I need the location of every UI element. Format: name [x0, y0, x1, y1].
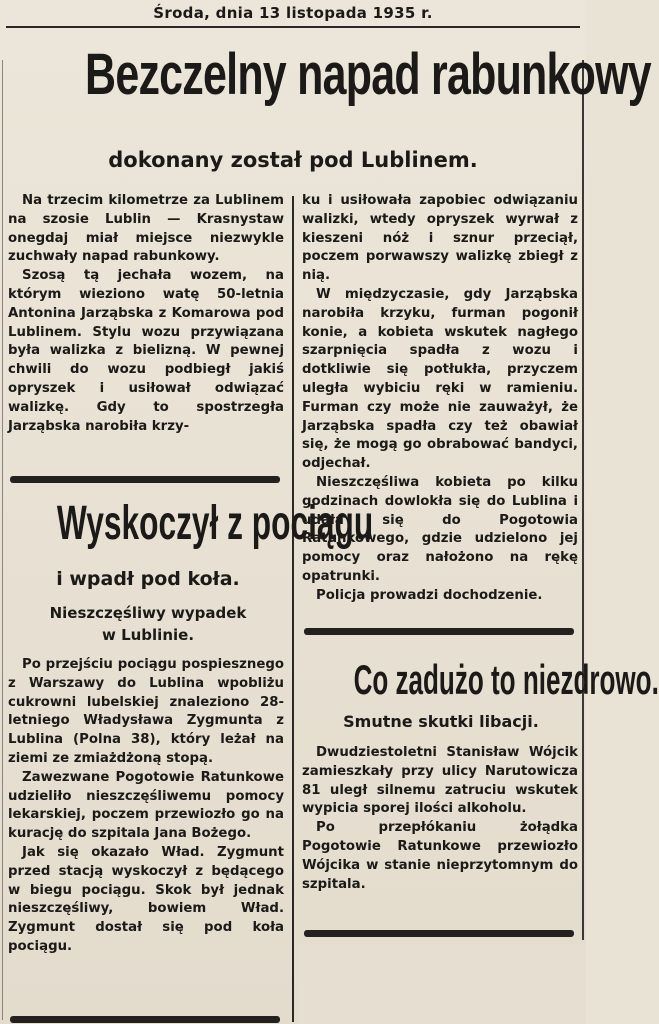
article3-body [302, 744, 578, 894]
article2-paragraph: Po przejściu pociągu pospiesznego z Warszawy do Lublina wpobliżu cukrowni lubelskiej znaleziono 28-letniego Władysława Zygmunta z Lublina (Polna 38), który leżał na ziemi ze zmiażdżoną stopą. [8, 657, 284, 766]
article3-paragraph: Po przepłókaniu żołądka Pogotowie Ratunkowe przewiozło Wójcika w stanie nieprzytomnym do szpitala. [302, 820, 578, 892]
article2-body [8, 656, 284, 957]
section-separator [10, 476, 280, 483]
article1-paragraph: Policja prowadzi dochodzenie. [316, 587, 543, 603]
left-edge-line [2, 60, 3, 1020]
article1-paragraph: Szosą tą jechała wozem, na którym wieziono watę 50-letnia Antonina Jarząbska z Komarowa pod Lublinem. Stylu wozu przywiązana była walizka z bielizną. W pewnej chwili do wozu podbiegł jakiś opryszek i usiłował odwiązać walizkę. Gdy to spostrzegła Jarząbska narobiła krzy- [8, 268, 284, 434]
column-divider [292, 196, 294, 1022]
article2-subheadline-line: Nieszczęśliwy wypadek [49, 604, 247, 622]
article1-paragraph: W międzyczasie, gdy Jarząbska narobiła krzyku, furman pogonił konie, a kobieta wskutek nagłego szarpnięcia spadła z wozu i dotkliwie się potłukła, przyczem uległa wybiciu ręki w ramieniu. Furman czy może nie zauważył, że Jarząbska spadła czy też obawiał się, że mogą go obrabować bandyci, odjechał. [302, 286, 578, 472]
article2-headline: Wyskoczył z pociągu [56, 497, 374, 550]
article1-headline: Bezczelny napad rabunkowy [85, 42, 651, 107]
article1-paragraph-continued: ku i usiłowała zapobiec odwiązaniu walizki, wtedy opryszek wyrwał z kieszeni nóż i sznur przeciął, poczem porwawszy walizkę zbiegł z nią. [302, 193, 578, 284]
section-separator [304, 628, 574, 635]
article1-subheadline: dokonany został pod Lublinem. [108, 148, 478, 172]
article2-subheadline: i wpadł pod koła. [56, 568, 240, 590]
blank-area [298, 944, 586, 1024]
right-edge-line [582, 60, 584, 940]
section-separator [304, 930, 574, 937]
dateline: Środa, dnia 13 listopada 1935 r. [153, 4, 433, 22]
article2-subheadline-line: w Lublinie. [101, 626, 195, 644]
section-separator [10, 1016, 280, 1023]
article2-paragraph: Zawezwane Pogotowie Ratunkowe udzieliło nieszczęśliwemu pomocy lekarskiej, poczem przewiozło go na kurację do szpitala Jana Bożego. [8, 769, 284, 842]
top-rule [6, 26, 580, 28]
article2-paragraph: Jak się okazało Wład. Zygmunt przed stacją wyskoczył z będącego w biegu pociągu. Skok był jednak nieszczęśliwy, bowiem Wład. Zygmunt dostał się pod koła pociągu. [8, 844, 284, 954]
article3-headline: Co zadużo to niezdrowo. [353, 656, 659, 703]
article1-paragraph: Na trzecim kilometrze za Lublinem na szosie Lublin — Krasnystaw onegdaj miał miejsce niezwykle zuchwały napad rabunkowy. [8, 193, 284, 265]
article1-column1 [8, 192, 284, 436]
article2-subheadline-secondary [10, 602, 286, 646]
article1-paragraph: Nieszczęśliwa kobieta po kilku godzinach dowlokła się do Lublina i udała się do Pogotowia Ratunkowego, gdzie udzielono jej pomocy oraz nałożono na rękę opatrunki. [302, 474, 578, 584]
article3-paragraph: Dwudziestoletni Stanisław Wójcik zamieszkały przy ulicy Narutowicza 81 uległ silnemu zatruciu wskutek wypicia sporej ilości alkoholu. [302, 745, 578, 817]
article3-subheadline: Smutne skutki libacji. [343, 712, 539, 731]
